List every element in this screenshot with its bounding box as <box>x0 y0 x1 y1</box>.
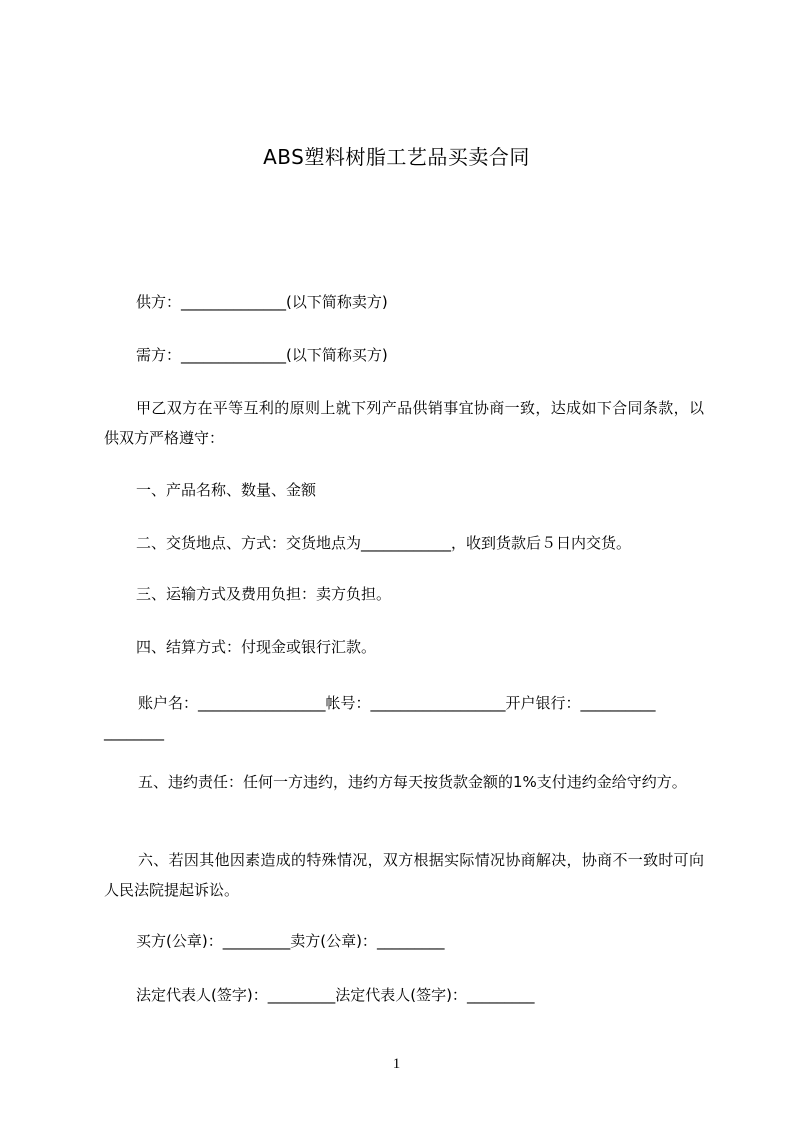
account-number-blank: __________________ <box>370 694 506 712</box>
clause-1: 一、产品名称、数量、金额 <box>136 481 317 499</box>
buyer-line <box>104 345 736 365</box>
buyer-label: 需方： <box>136 346 182 364</box>
bank-blank: __________ <box>580 694 656 712</box>
buyer-blank: ______________ <box>181 346 287 364</box>
account-name-label: 账户名： <box>138 694 199 712</box>
account-number-label: 帐号： <box>325 694 371 712</box>
bank-blank-continued: ________ <box>104 723 164 741</box>
clause-6: 六、若因其他因素造成的特殊情况，双方根据实际情况协商解决，协商不一致时可向人民法院提起诉讼。 <box>104 851 704 899</box>
seal-line <box>104 931 736 951</box>
clause-5: 五、违约责任：任何一方违约，违约方每天按货款金额的1%支付违约金给守约方。 <box>138 773 687 791</box>
representative-blank-2: _________ <box>466 986 535 1004</box>
bank-label: 开户银行： <box>505 694 581 712</box>
intro-paragraph: 甲乙双方在平等互利的原则上就下列产品供销事宜协商一致，达成如下合同条款，以供双方严格遵守： <box>104 399 704 447</box>
supplier-label: 供方： <box>136 293 182 311</box>
account-line <box>104 693 738 713</box>
page-number: 1 <box>392 1056 401 1072</box>
representative-label-1: 法定代表人(签字)： <box>136 986 268 1004</box>
seller-seal-label: 卖方(公章)： <box>290 932 377 950</box>
supplier-blank: ______________ <box>181 293 287 311</box>
clause-2 <box>104 533 736 553</box>
buyer-seal-label: 买方(公章)： <box>136 932 223 950</box>
clause-3: 三、运输方式及费用负担：卖方负担。 <box>136 585 392 603</box>
representative-label-2: 法定代表人(签字)： <box>335 986 467 1004</box>
buyer-suffix: (以下简称买方) <box>286 346 388 364</box>
representative-blank-1: _________ <box>267 986 336 1004</box>
account-line-continued <box>104 722 704 742</box>
clause-4: 四、结算方式：付现金或银行汇款。 <box>136 638 377 656</box>
clause-2-suffix: ，收到货款后５日内交货。 <box>451 534 632 552</box>
buyer-seal-blank: _________ <box>222 932 291 950</box>
contract-title: ABS塑料树脂工艺品买卖合同 <box>263 145 530 169</box>
supplier-suffix: (以下简称卖方) <box>286 293 388 311</box>
seller-seal-blank: _________ <box>376 932 445 950</box>
clause-2-prefix: 二、交货地点、方式：交货地点为 <box>136 534 362 552</box>
delivery-place-blank: ____________ <box>361 534 452 552</box>
account-name-blank: _________________ <box>198 694 326 712</box>
representative-line <box>104 985 736 1005</box>
supplier-line <box>104 292 736 312</box>
